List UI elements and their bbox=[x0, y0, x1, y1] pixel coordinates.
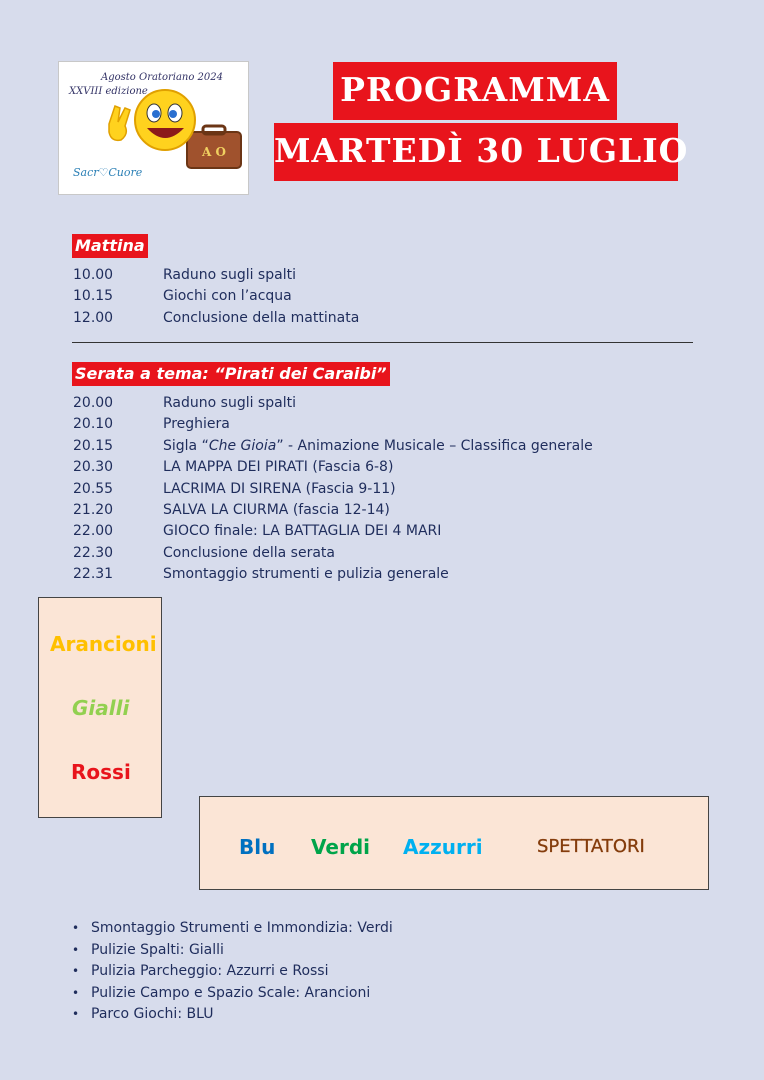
duty-text: Smontaggio Strumenti e Immondizia: Verdi bbox=[91, 920, 393, 936]
schedule-activity: Raduno sugli spalti bbox=[163, 395, 296, 411]
schedule-activity: Conclusione della serata bbox=[163, 544, 335, 561]
schedule-activity-prefix: Sigla “ bbox=[163, 437, 209, 454]
duty-text: Pulizie Spalti: Gialli bbox=[91, 941, 224, 958]
bullet-icon: • bbox=[72, 921, 80, 935]
page-title: PROGRAMMA bbox=[333, 62, 617, 120]
section-divider bbox=[72, 342, 693, 343]
team-gialli: Gialli bbox=[72, 696, 130, 720]
duty-text: Pulizia Parcheggio: Azzurri e Rossi bbox=[91, 963, 329, 980]
schedule-activity-suffix: ” - Animazione Musicale – Classifica generale bbox=[276, 437, 593, 454]
duty-text: Pulizie Campo e Spazio Scale: Arancioni bbox=[91, 984, 371, 1001]
schedule-row bbox=[73, 479, 593, 500]
cleanup-duties-list bbox=[72, 918, 393, 1026]
morning-schedule bbox=[73, 265, 359, 329]
bullet-icon: • bbox=[72, 1007, 80, 1022]
schedule-row bbox=[73, 521, 593, 542]
schedule-row bbox=[73, 286, 359, 307]
bullet-icon: • bbox=[72, 985, 80, 1000]
schedule-time: 22.00 bbox=[73, 523, 114, 540]
seating-block-bottom bbox=[199, 796, 709, 890]
schedule-time: 22.30 bbox=[73, 544, 114, 561]
morning-heading: Mattina bbox=[72, 234, 148, 258]
schedule-time: 20.10 bbox=[73, 416, 114, 433]
evening-heading: Serata a tema: “Pirati dei Caraibi” bbox=[72, 362, 390, 386]
schedule-activity: Giochi con l’acqua bbox=[163, 288, 292, 305]
duty-text: Parco Giochi: BLU bbox=[91, 1006, 214, 1023]
bullet-icon: • bbox=[72, 964, 80, 979]
team-rossi: Rossi bbox=[71, 760, 131, 784]
team-blu: Blu bbox=[239, 835, 276, 859]
schedule-row bbox=[73, 564, 593, 585]
schedule-row bbox=[73, 265, 359, 286]
logo-badge: A O bbox=[202, 145, 226, 159]
schedule-time: 10.00 bbox=[73, 267, 114, 283]
seating-block-left bbox=[38, 597, 162, 818]
schedule-activity: Conclusione della mattinata bbox=[163, 309, 360, 326]
schedule-activity: LACRIMA DI SIRENA (Fascia 9-11) bbox=[163, 480, 396, 497]
schedule-time: 20.30 bbox=[73, 459, 114, 476]
schedule-row bbox=[73, 414, 593, 435]
logo-brand: Sacr♡Cuore bbox=[73, 166, 143, 179]
schedule-activity: SALVA LA CIURMA (fascia 12-14) bbox=[163, 501, 390, 518]
schedule-time: 20.15 bbox=[73, 437, 114, 454]
smiley-suitcase-icon bbox=[99, 86, 249, 171]
evening-schedule bbox=[73, 393, 593, 586]
schedule-time: 20.55 bbox=[73, 480, 114, 497]
schedule-row bbox=[73, 436, 593, 457]
team-azzurri: Azzurri bbox=[403, 835, 483, 859]
schedule-row bbox=[73, 457, 593, 478]
schedule-row bbox=[73, 393, 593, 414]
schedule-row bbox=[73, 543, 593, 564]
list-item bbox=[72, 961, 393, 983]
page-date: MARTEDÌ 30 LUGLIO bbox=[274, 123, 678, 181]
list-item bbox=[72, 983, 393, 1005]
schedule-activity: Smontaggio strumenti e pulizia generale bbox=[163, 566, 449, 583]
team-arancioni: Arancioni bbox=[50, 632, 157, 656]
schedule-activity: Preghiera bbox=[163, 416, 230, 433]
spectators-label: SPETTATORI bbox=[537, 836, 645, 857]
schedule-time: 10.15 bbox=[73, 288, 114, 305]
schedule-activity: GIOCO finale: LA BATTAGLIA DEI 4 MARI bbox=[163, 523, 442, 540]
schedule-activity: Raduno sugli spalti bbox=[163, 267, 296, 283]
schedule-time: 12.00 bbox=[73, 309, 114, 326]
schedule-activity: LA MAPPA DEI PIRATI (Fascia 6-8) bbox=[163, 459, 394, 476]
team-verdi: Verdi bbox=[311, 835, 370, 859]
logo-event-name: Agosto Oratoriano 2024 bbox=[101, 72, 224, 83]
schedule-row bbox=[73, 500, 593, 521]
bullet-icon: • bbox=[72, 942, 80, 957]
song-title: Che Gioia bbox=[208, 437, 277, 454]
list-item bbox=[72, 940, 393, 962]
schedule-row bbox=[73, 308, 359, 329]
schedule-time: 20.00 bbox=[73, 395, 114, 411]
schedule-time: 21.20 bbox=[73, 501, 114, 518]
list-item bbox=[72, 918, 393, 940]
list-item bbox=[72, 1004, 393, 1026]
schedule-time: 22.31 bbox=[73, 566, 114, 583]
event-logo bbox=[58, 61, 249, 195]
logo-edition: XXVIII edizione bbox=[69, 86, 148, 97]
